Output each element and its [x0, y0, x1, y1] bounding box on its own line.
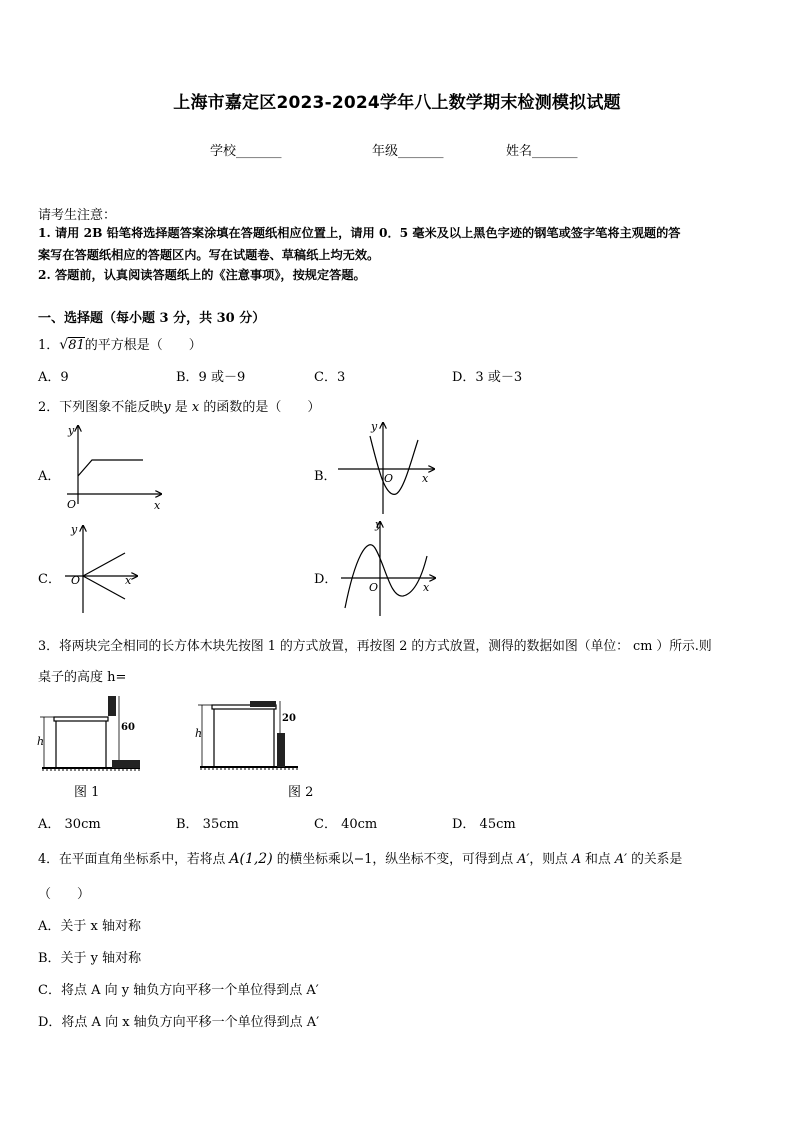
name-field: 姓名_______	[506, 144, 578, 159]
graph-c-line-up	[83, 553, 125, 576]
question-3-option-d: D． 45cm	[452, 817, 516, 832]
graph-b-x-label: x	[422, 472, 429, 485]
graph-b-curve	[370, 436, 418, 494]
question-1-option-c: C．3	[314, 370, 346, 385]
question-1-option-a: A．9	[38, 370, 69, 385]
graph-c-x-label: x	[125, 574, 132, 587]
question-3-option-c: C． 40cm	[314, 817, 378, 832]
question-2-text-a: 2．下列图象不能反映	[38, 400, 164, 415]
figure-2-caption: 图 2	[288, 785, 314, 800]
graph-d	[335, 518, 445, 618]
question-1	[38, 334, 202, 353]
grade-field: 年级_______	[372, 144, 444, 159]
figure-1-caption: 图 1	[74, 785, 100, 800]
question-2-var-y: y	[163, 400, 171, 415]
graph-c-origin: O	[71, 574, 81, 587]
question-1-text: 的平方根是（ ）	[84, 338, 202, 353]
notice-item-1-line-2: 案写在答题纸相应的答题区内。写在试题卷、草稿纸上均无效。	[38, 248, 380, 262]
question-4-option-b: B．关于 y 轴对称	[38, 951, 142, 966]
question-4-text-b: 的横坐标乘以−1，纵坐标不变，可得到点	[272, 852, 518, 867]
question-2-option-b: B．	[314, 469, 337, 484]
graph-d-curve	[345, 545, 427, 608]
figure-2-block-top	[250, 701, 276, 707]
question-2	[38, 396, 320, 415]
question-3-option-b: B． 35cm	[176, 817, 239, 832]
notice-heading: 请考生注意：	[38, 208, 117, 223]
page-title: 上海市嘉定区2023-2024学年八上数学期末检测模拟试题	[173, 93, 621, 113]
graph-d-origin: O	[369, 581, 379, 594]
notice-item-1-line-1: 1. 请用 2B 铅笔将选择题答案涂填在答题纸相应位置上，请用 0．5 毫米及以上黑色字迹的钢笔或签字笔将主观题的答	[38, 226, 681, 240]
question-4-option-c: C．将点 A 向 y 轴负方向平移一个单位得到点 A′	[38, 983, 319, 998]
graph-d-x-label: x	[423, 581, 430, 594]
notice-item-2: 2. 答题前，认真阅读答题纸上的《注意事项》，按规定答题。	[38, 268, 366, 282]
question-4-aprime-2: A′	[614, 852, 627, 867]
graph-a-x-label: x	[154, 499, 161, 512]
figure-1-block-top	[108, 696, 116, 716]
question-4-option-d: D．将点 A 向 x 轴负方向平移一个单位得到点 A′	[38, 1015, 320, 1030]
question-1-option-b: B．9 或－9	[176, 370, 246, 385]
graph-b	[330, 418, 440, 518]
graph-a	[55, 420, 175, 515]
graph-a-origin: O	[67, 498, 77, 511]
figure-2-20-label: 20	[282, 713, 296, 724]
question-1-number: 1．	[38, 338, 60, 353]
question-1-radicand: 81	[68, 338, 85, 353]
figure-1-block-bottom	[112, 760, 140, 768]
graph-a-y-label: y	[68, 424, 75, 437]
question-1-option-d: D．3 或－3	[452, 370, 523, 385]
figure-1-h-label: h	[37, 735, 45, 748]
figure-1	[34, 690, 146, 776]
graph-c-line-down	[83, 576, 125, 599]
graph-c-y-label: y	[71, 523, 78, 536]
question-3-option-a: A． 30cm	[38, 817, 101, 832]
figure-1-60-label: 60	[121, 722, 135, 733]
question-4-point: A(1,2)	[229, 851, 273, 867]
figure-2-h-label: h	[195, 727, 203, 740]
question-3-line-2: 桌子的高度 h=	[38, 670, 127, 685]
figure-1-tabletop	[54, 717, 108, 721]
figure-2	[192, 695, 304, 775]
section-heading: 一、选择题（每小题 3 分，共 30 分）	[38, 311, 266, 326]
question-4-text-c: ，则点	[529, 852, 572, 867]
graph-a-curve	[78, 460, 143, 476]
question-4-aprime-1: A′	[517, 852, 530, 867]
question-4-text-e: 的关系是	[627, 852, 683, 867]
graph-d-y-label: y	[375, 518, 382, 531]
graph-c	[55, 521, 145, 616]
question-4-text-a: 4．在平面直角坐标系中，若将点	[38, 852, 230, 867]
question-4-text-d: 和点	[581, 852, 615, 867]
sqrt-icon: √	[59, 337, 69, 353]
question-2-option-a: A．	[38, 469, 61, 484]
school-field: 学校_______	[210, 144, 282, 159]
question-4-paren: （ ）	[38, 887, 91, 902]
question-2-option-c: C．	[38, 572, 61, 587]
question-2-option-d: D．	[314, 572, 338, 587]
question-4-option-a: A．关于 x 轴对称	[38, 919, 141, 934]
question-2-text-b: 是	[170, 400, 192, 415]
question-4-line-1	[38, 848, 682, 867]
graph-b-y-label: y	[371, 420, 378, 433]
question-4-a: A	[571, 852, 582, 867]
question-3-line-1: 3．将两块完全相同的长方体木块先按图 1 的方式放置，再按图 2 的方式放置，测得的数据如图（单位： cm ）所示.则	[38, 639, 712, 654]
question-2-text-c: 的函数的是（ ）	[199, 400, 321, 415]
graph-b-origin: O	[384, 472, 394, 485]
question-2-var-x: x	[191, 400, 200, 415]
figure-2-block-side	[277, 733, 285, 767]
